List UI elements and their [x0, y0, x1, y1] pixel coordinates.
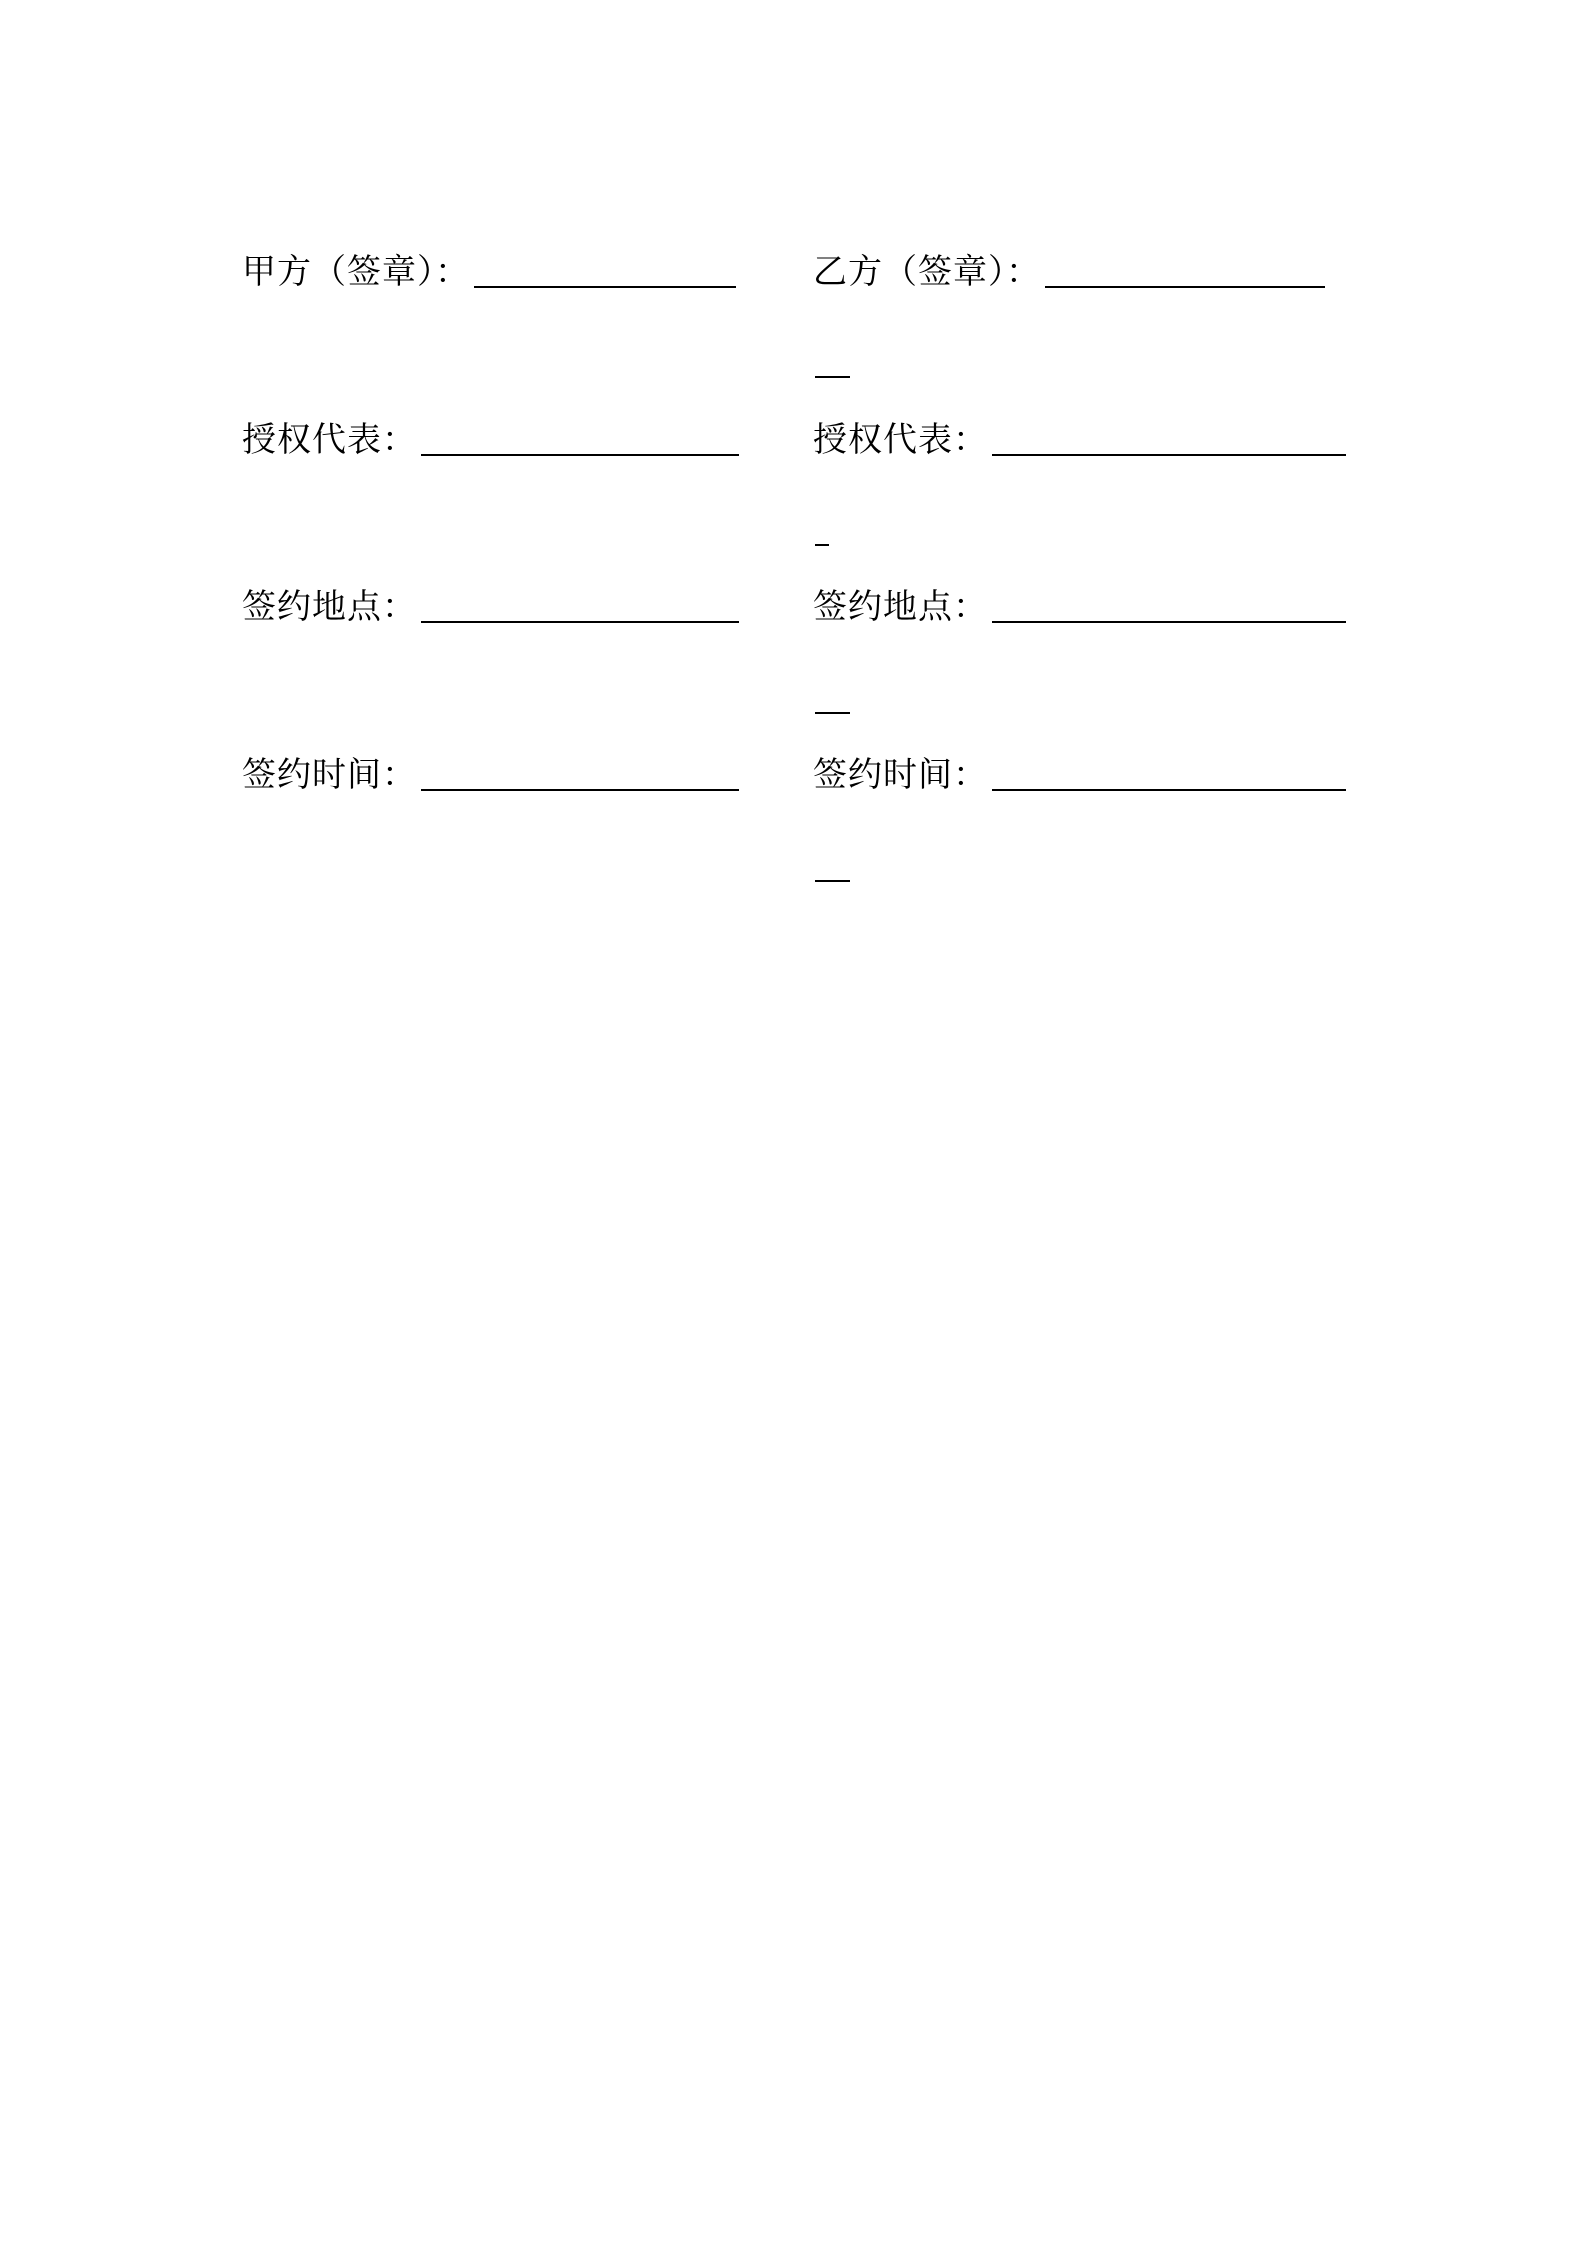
party-a-seal-label: 甲方（签章）：: [242, 252, 470, 292]
party-b-time-blank-wrap: [815, 880, 850, 882]
party-b-time-label: 签约时间：: [813, 755, 988, 795]
party-a-representative-field: [242, 420, 739, 460]
party-b-seal-label: 乙方（签章）：: [813, 252, 1041, 292]
party-a-representative-label: 授权代表：: [242, 420, 417, 460]
party-a-place-field: [242, 587, 739, 627]
party-b-place-label: 签约地点：: [813, 587, 988, 627]
party-b-representative-blank-wrap: [815, 544, 829, 546]
party-a-place-blank: [421, 621, 739, 623]
party-a-time-field: [242, 755, 739, 795]
party-b-place-blank-wrap: [815, 712, 850, 714]
party-b-place-blank: [992, 621, 1346, 623]
party-b-time-field: [813, 755, 1346, 795]
party-a-representative-blank: [421, 454, 739, 456]
party-a-time-blank: [421, 789, 739, 791]
party-a-place-label: 签约地点：: [242, 587, 417, 627]
party-b-time-blank: [992, 789, 1346, 791]
party-b-seal-blank: [1045, 286, 1325, 288]
party-b-seal-blank-wrap: [815, 376, 850, 378]
party-b-representative-blank: [992, 454, 1346, 456]
party-a-time-label: 签约时间：: [242, 755, 417, 795]
party-b-representative-field: [813, 420, 1346, 460]
party-b-place-field: [813, 587, 1346, 627]
party-a-seal-field: [242, 252, 736, 292]
party-b-representative-label: 授权代表：: [813, 420, 988, 460]
party-a-seal-blank: [474, 286, 736, 288]
party-b-seal-field: [813, 252, 1325, 292]
